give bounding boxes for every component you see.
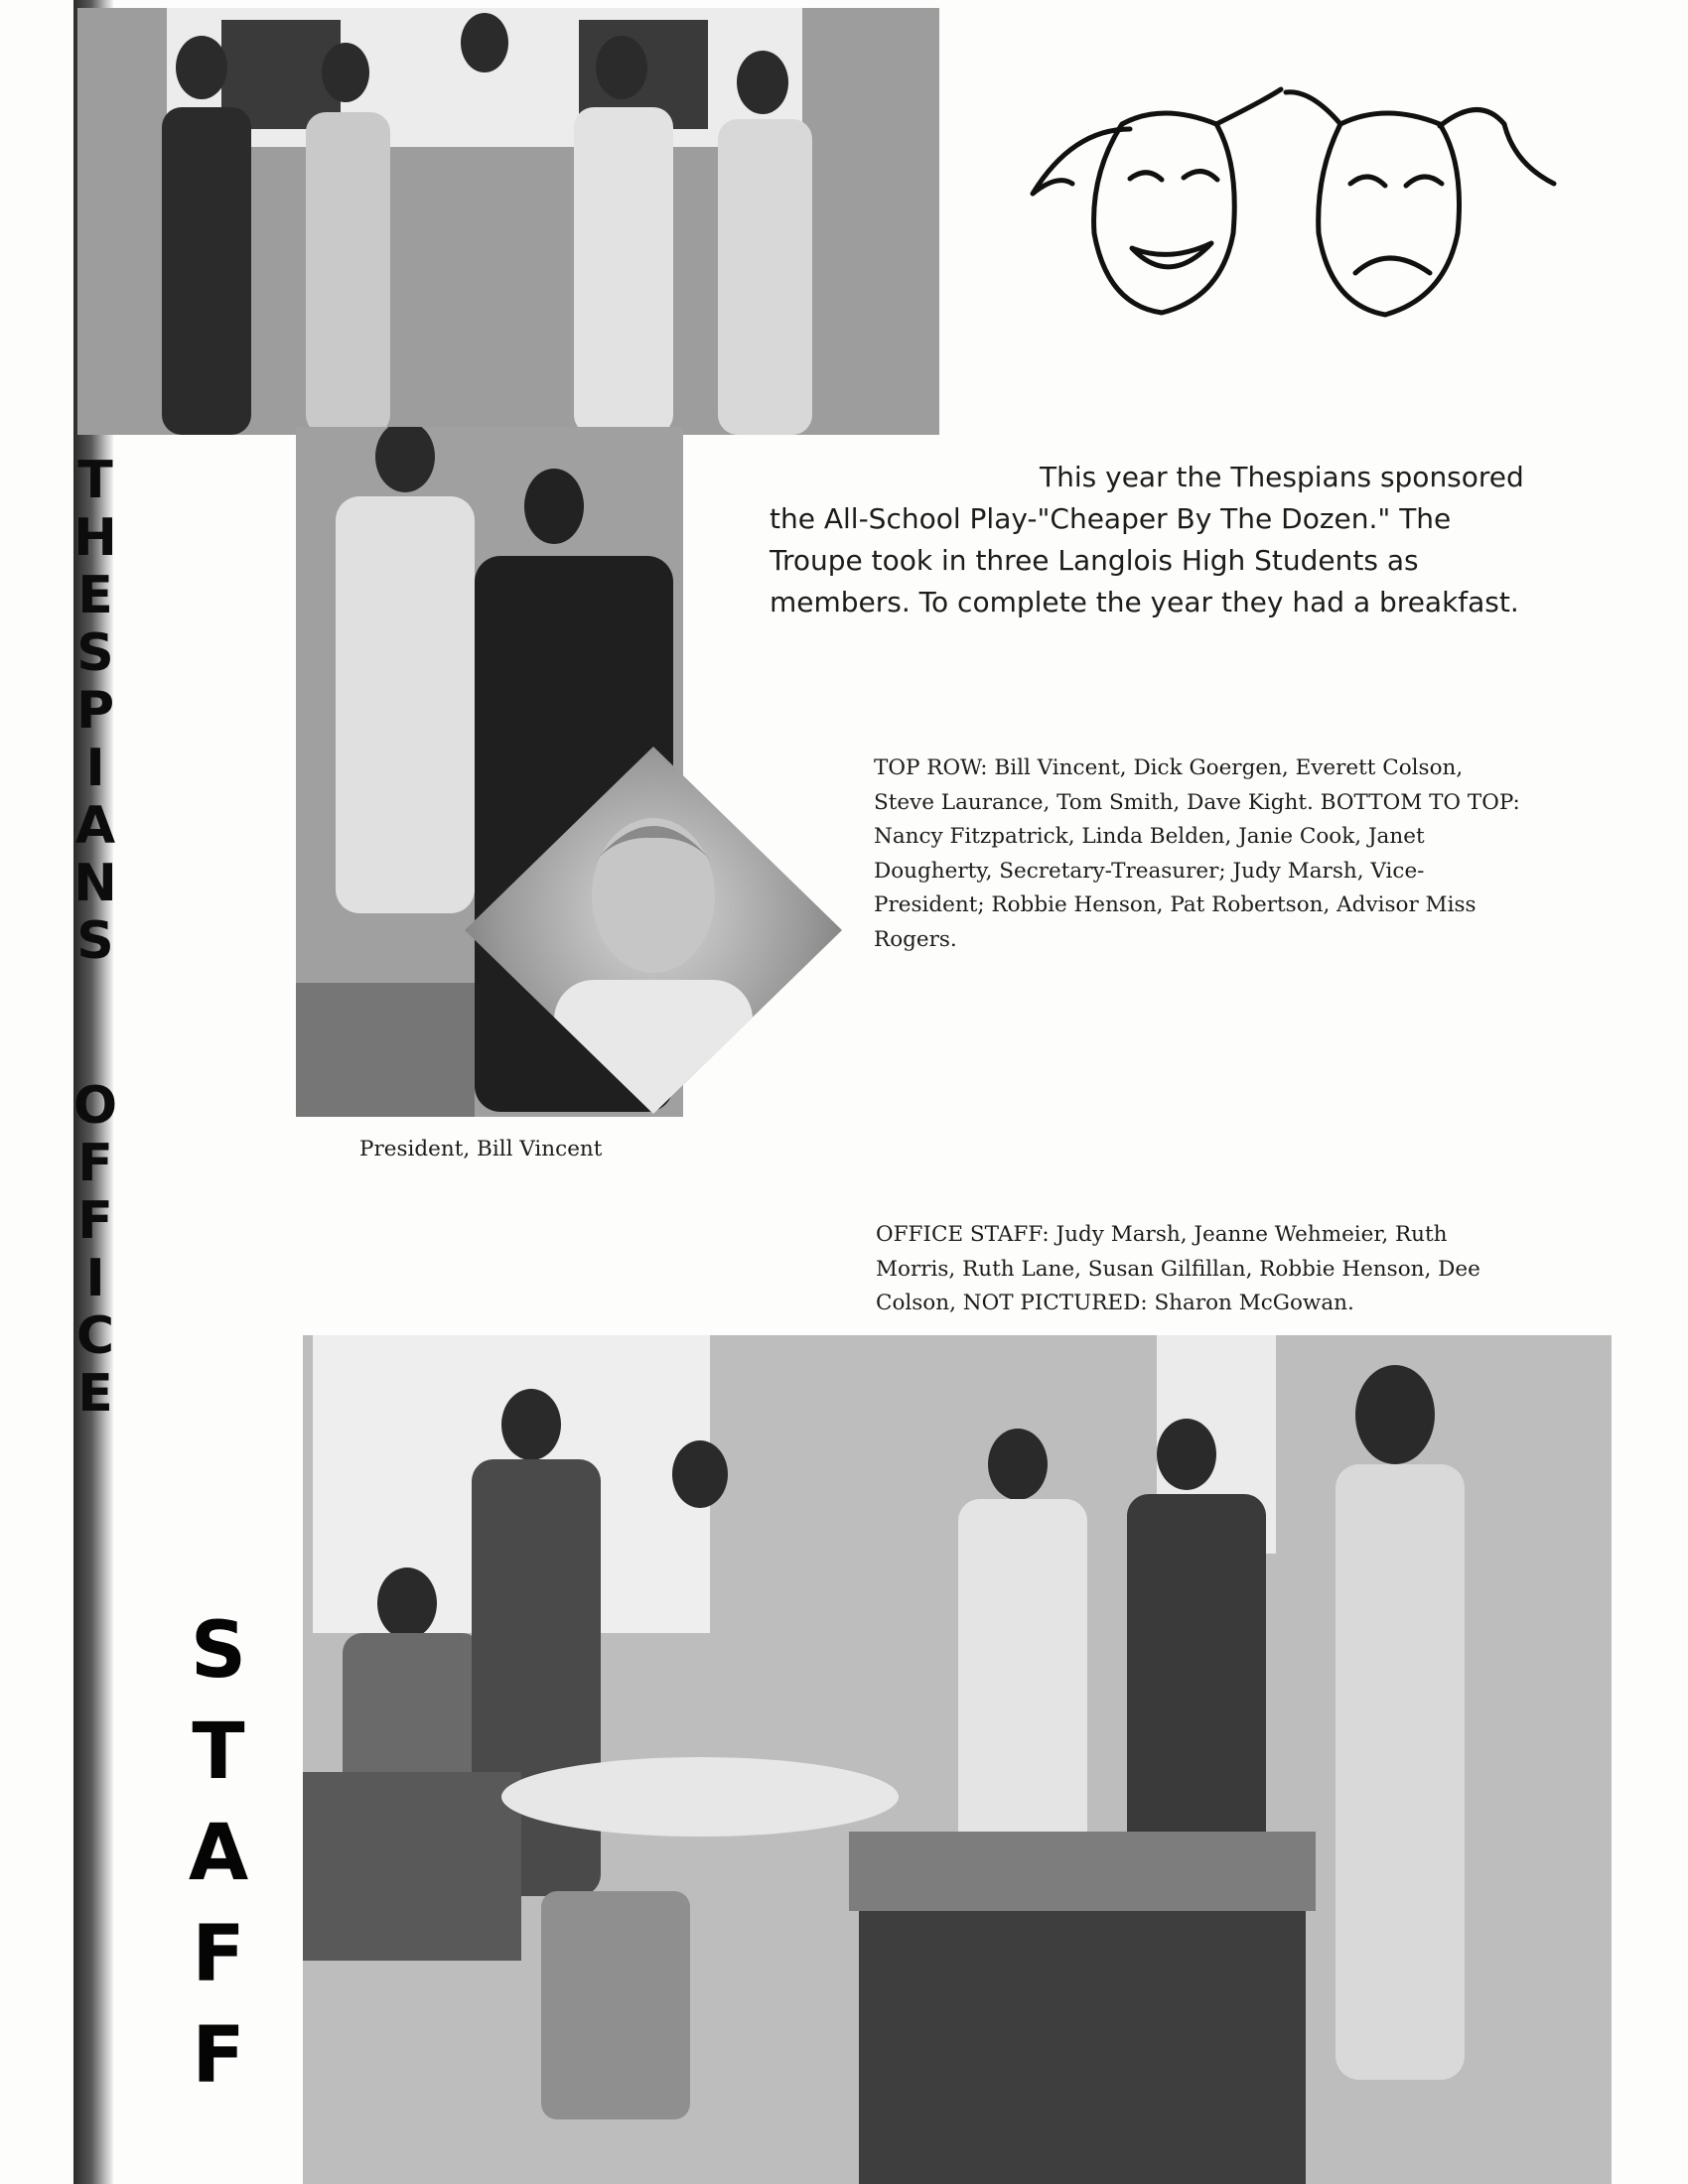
spine-letter: P	[75, 681, 115, 741]
spine-letter: I	[85, 739, 105, 798]
thespians-intro-paragraph	[770, 457, 1524, 623]
spine-heading	[66, 452, 125, 1423]
staff-letter: F	[192, 1910, 245, 1999]
spine-letter: S	[76, 911, 114, 971]
staff-letter: A	[188, 1809, 249, 1898]
spine-letter: A	[74, 796, 116, 856]
spine-letter: F	[77, 1191, 113, 1251]
spine-letter: S	[76, 623, 114, 683]
intro-text: This year the Thespians sponsored the All-School Play-"Cheaper By The Dozen." The Troupe took in three Langlois High Students as members. To complete the year they had a breakfast.	[770, 461, 1524, 618]
spine-letter: C	[75, 1306, 115, 1366]
spine-letter: I	[85, 1249, 105, 1308]
thespians-group-photo	[77, 8, 939, 435]
spine-letter: F	[77, 1134, 113, 1193]
office-staff-caption: OFFICE STAFF: Judy Marsh, Jeanne Wehmeier, Ruth Morris, Ruth Lane, Susan Gilfillan, Robbie Henson, Dee Colson, NOT PICTURED: Sharon McGowan.	[876, 1222, 1480, 1315]
spine-letter: O	[72, 1076, 118, 1136]
spine-letter: E	[77, 566, 113, 625]
spine-letter: N	[73, 854, 117, 913]
spine-letter: E	[77, 1364, 113, 1424]
staff-letter: S	[190, 1606, 247, 1696]
staff-letter: F	[192, 2011, 245, 2101]
staff-letter: T	[192, 1707, 245, 1797]
spine-letter: T	[77, 451, 113, 510]
office-staff-photo	[303, 1335, 1612, 2184]
staff-heading	[179, 1600, 258, 2107]
president-caption: President, Bill Vincent	[359, 1137, 603, 1161]
thespians-members-caption: TOP ROW: Bill Vincent, Dick Goergen, Everett Colson, Steve Laurance, Tom Smith, Dave Kight. BOTTOM TO TOP: Nancy Fitzpatrick, Linda Belden, Janie Cook, Janet Dougherty, Secretary-Treasurer; Judy Marsh, Vice-President; Robbie Henson, Pat Robertson, Advisor Miss Rogers.	[874, 755, 1520, 952]
comedy-tragedy-masks-icon	[1013, 84, 1559, 352]
spine-letter: H	[73, 508, 117, 568]
